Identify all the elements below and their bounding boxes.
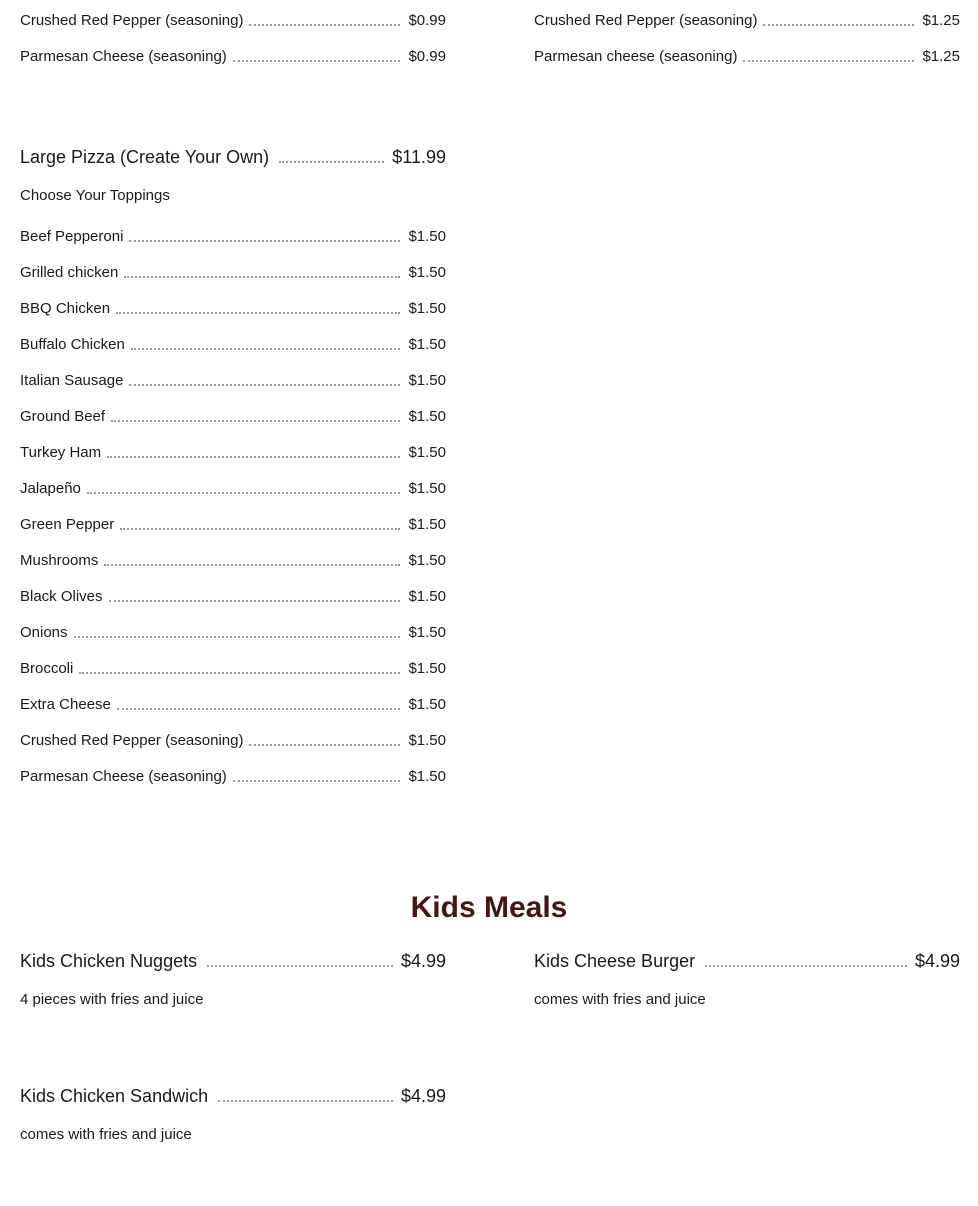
topping-price: $1.50 bbox=[408, 228, 446, 245]
item-name: Crushed Red Pepper (seasoning) bbox=[20, 12, 244, 29]
topping-name: Black Olives bbox=[20, 588, 103, 605]
topping-row bbox=[20, 750, 446, 786]
dot-leader bbox=[74, 636, 401, 638]
dot-leader bbox=[107, 456, 400, 458]
kids-item-cheese-burger bbox=[534, 946, 960, 1009]
topping-row bbox=[20, 570, 446, 606]
item-price: $0.99 bbox=[408, 48, 446, 65]
dot-leader bbox=[104, 564, 400, 566]
topping-price: $1.50 bbox=[408, 552, 446, 569]
item-price: $1.25 bbox=[922, 48, 960, 65]
topping-price: $1.50 bbox=[408, 660, 446, 677]
topping-price: $1.50 bbox=[408, 516, 446, 533]
large-pizza-section bbox=[20, 142, 446, 786]
topping-row bbox=[20, 282, 446, 318]
item-price: $1.25 bbox=[922, 12, 960, 29]
topping-name: Onions bbox=[20, 624, 68, 641]
topping-name: Italian Sausage bbox=[20, 372, 124, 389]
kids-item-header bbox=[20, 946, 446, 972]
large-pizza-price: $11.99 bbox=[392, 147, 446, 167]
topping-price: $1.50 bbox=[408, 336, 446, 353]
topping-row bbox=[20, 642, 446, 678]
dot-leader bbox=[87, 492, 401, 494]
dot-leader bbox=[207, 965, 393, 967]
dot-leader bbox=[743, 60, 914, 62]
kids-item-description: comes with fries and juice bbox=[20, 1126, 192, 1143]
topping-price: $1.50 bbox=[408, 372, 446, 389]
topping-row bbox=[20, 606, 446, 642]
kids-item-nuggets bbox=[20, 946, 446, 1009]
dot-leader bbox=[116, 312, 400, 314]
large-pizza-title: Large Pizza (Create Your Own) bbox=[20, 147, 270, 167]
dot-leader bbox=[131, 348, 401, 350]
kids-item-price: $4.99 bbox=[914, 951, 960, 971]
topping-name: Buffalo Chicken bbox=[20, 336, 125, 353]
toppings-list bbox=[20, 210, 446, 786]
topping-row bbox=[20, 678, 446, 714]
toppings-subtitle: Choose Your Toppings bbox=[20, 187, 170, 204]
item-name: Crushed Red Pepper (seasoning) bbox=[534, 12, 758, 29]
topping-price: $1.50 bbox=[408, 588, 446, 605]
topping-row bbox=[20, 426, 446, 462]
topping-row bbox=[20, 534, 446, 570]
dot-leader bbox=[120, 528, 400, 530]
topping-name: Turkey Ham bbox=[20, 444, 102, 461]
topping-name: Jalapeño bbox=[20, 480, 81, 497]
dot-leader bbox=[109, 600, 401, 602]
topping-row bbox=[20, 498, 446, 534]
topping-row bbox=[20, 714, 446, 750]
kids-item-header bbox=[20, 1081, 446, 1107]
topping-price: $1.50 bbox=[408, 300, 446, 317]
dot-leader bbox=[129, 384, 400, 386]
kids-item-price: $4.99 bbox=[400, 1086, 446, 1106]
topping-price: $1.50 bbox=[408, 408, 446, 425]
topping-name: Mushrooms bbox=[20, 552, 99, 569]
topping-name: Parmesan Cheese (seasoning) bbox=[20, 768, 227, 785]
topping-row bbox=[20, 246, 446, 282]
kids-meals-title: Kids Meals bbox=[410, 891, 568, 924]
large-pizza-header bbox=[20, 142, 446, 168]
kids-item-name: Kids Cheese Burger bbox=[534, 951, 696, 971]
topping-row bbox=[20, 318, 446, 354]
topping-price: $1.50 bbox=[408, 696, 446, 713]
dot-leader bbox=[279, 161, 384, 163]
menu-row bbox=[20, 30, 446, 66]
topping-row bbox=[20, 462, 446, 498]
topping-name: BBQ Chicken bbox=[20, 300, 111, 317]
dot-leader bbox=[233, 60, 401, 62]
dot-leader bbox=[763, 24, 914, 26]
dot-leader bbox=[233, 780, 401, 782]
topping-row bbox=[20, 354, 446, 390]
kids-item-description: 4 pieces with fries and juice bbox=[20, 991, 204, 1008]
menu-row bbox=[534, 30, 960, 66]
topping-name: Beef Pepperoni bbox=[20, 228, 124, 245]
kids-item-name: Kids Chicken Sandwich bbox=[20, 1086, 209, 1106]
kids-item-price: $4.99 bbox=[400, 951, 446, 971]
topping-price: $1.50 bbox=[408, 444, 446, 461]
topping-price: $1.50 bbox=[408, 480, 446, 497]
kids-item-chicken-sandwich bbox=[20, 1081, 446, 1144]
topping-name: Crushed Red Pepper (seasoning) bbox=[20, 732, 244, 749]
dot-leader bbox=[79, 672, 400, 674]
item-price: $0.99 bbox=[408, 12, 446, 29]
topping-price: $1.50 bbox=[408, 264, 446, 281]
dot-leader bbox=[117, 708, 401, 710]
topping-row bbox=[20, 210, 446, 246]
top-left-list bbox=[20, 0, 446, 66]
kids-item-description: comes with fries and juice bbox=[534, 991, 706, 1008]
topping-name: Extra Cheese bbox=[20, 696, 111, 713]
top-right-list bbox=[534, 0, 960, 66]
menu-row bbox=[534, 0, 960, 30]
item-name: Parmesan Cheese (seasoning) bbox=[20, 48, 227, 65]
topping-name: Green Pepper bbox=[20, 516, 115, 533]
menu-row bbox=[20, 0, 446, 30]
dot-leader bbox=[218, 1100, 393, 1102]
topping-name: Broccoli bbox=[20, 660, 74, 677]
topping-name: Grilled chicken bbox=[20, 264, 119, 281]
dot-leader bbox=[129, 240, 400, 242]
item-name: Parmesan cheese (seasoning) bbox=[534, 48, 738, 65]
kids-item-header bbox=[534, 946, 960, 972]
topping-price: $1.50 bbox=[408, 768, 446, 785]
dot-leader bbox=[111, 420, 400, 422]
dot-leader bbox=[249, 24, 400, 26]
topping-name: Ground Beef bbox=[20, 408, 106, 425]
dot-leader bbox=[249, 744, 400, 746]
dot-leader bbox=[124, 276, 400, 278]
topping-price: $1.50 bbox=[408, 624, 446, 641]
topping-price: $1.50 bbox=[408, 732, 446, 749]
topping-row bbox=[20, 390, 446, 426]
kids-item-name: Kids Chicken Nuggets bbox=[20, 951, 198, 971]
dot-leader bbox=[705, 965, 907, 967]
